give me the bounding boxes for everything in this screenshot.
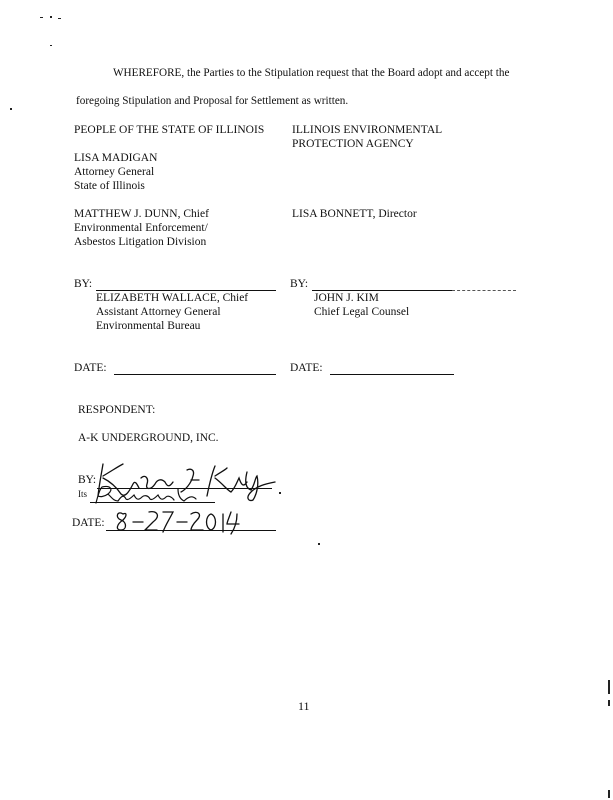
left-ag-name: LISA MADIGAN: [74, 152, 158, 164]
right-director: LISA BONNETT, Director: [292, 208, 417, 220]
intro-line-1: WHEREFORE, the Parties to the Stipulation request that the Board adopt and accept the: [113, 67, 510, 79]
left-by-label: BY:: [74, 278, 93, 290]
left-party-name: PEOPLE OF THE STATE OF ILLINOIS: [74, 124, 265, 136]
right-party-name-2: PROTECTION AGENCY: [292, 138, 414, 150]
left-signer-title: Assistant Attorney General: [96, 306, 221, 318]
scan-speck: [608, 790, 610, 798]
left-ag-title: Attorney General: [74, 166, 155, 178]
respondent-by-label: BY:: [78, 474, 97, 486]
respondent-label: RESPONDENT:: [78, 404, 156, 416]
left-signer-unit: Environmental Bureau: [96, 320, 201, 332]
scan-speck: [608, 680, 610, 694]
right-party-name-1: ILLINOIS ENVIRONMENTAL: [292, 124, 443, 136]
scan-speck: [50, 45, 52, 46]
respondent-its-label: Its: [78, 489, 87, 499]
left-chief-division-1: Environmental Enforcement/: [74, 222, 208, 234]
right-signer-title: Chief Legal Counsel: [314, 306, 410, 318]
intro-line-2: foregoing Stipulation and Proposal for Settlement as written.: [76, 95, 349, 107]
left-signer-name: ELIZABETH WALLACE, Chief: [96, 292, 249, 304]
left-ag-state: State of Illinois: [74, 180, 145, 192]
left-date-line[interactable]: [114, 374, 276, 375]
scan-speck: [10, 108, 12, 110]
right-by-label: BY:: [290, 278, 309, 290]
right-signature-line-fragment: [452, 290, 516, 291]
scan-speck: [608, 700, 610, 706]
respondent-company: A-K UNDERGROUND, INC.: [78, 432, 219, 444]
left-signature-line[interactable]: [96, 290, 276, 291]
left-chief-name: MATTHEW J. DUNN, Chief: [74, 208, 209, 220]
respondent-date-handwriting: [115, 508, 255, 536]
page-number: 11: [298, 699, 310, 713]
scan-speck: [50, 16, 52, 18]
left-date-label: DATE:: [74, 362, 107, 374]
right-signer-name: JOHN J. KIM: [314, 292, 379, 304]
respondent-date-label: DATE:: [72, 517, 105, 529]
right-signature-line[interactable]: [312, 290, 454, 291]
right-date-label: DATE:: [290, 362, 323, 374]
left-chief-division-2: Asbestos Litigation Division: [74, 236, 207, 248]
right-date-line[interactable]: [330, 374, 454, 375]
respondent-title-handwriting: [92, 485, 212, 507]
scan-speck: [279, 492, 281, 494]
scan-speck: [58, 18, 61, 19]
scan-speck: [40, 17, 43, 18]
scan-speck: [318, 543, 320, 545]
